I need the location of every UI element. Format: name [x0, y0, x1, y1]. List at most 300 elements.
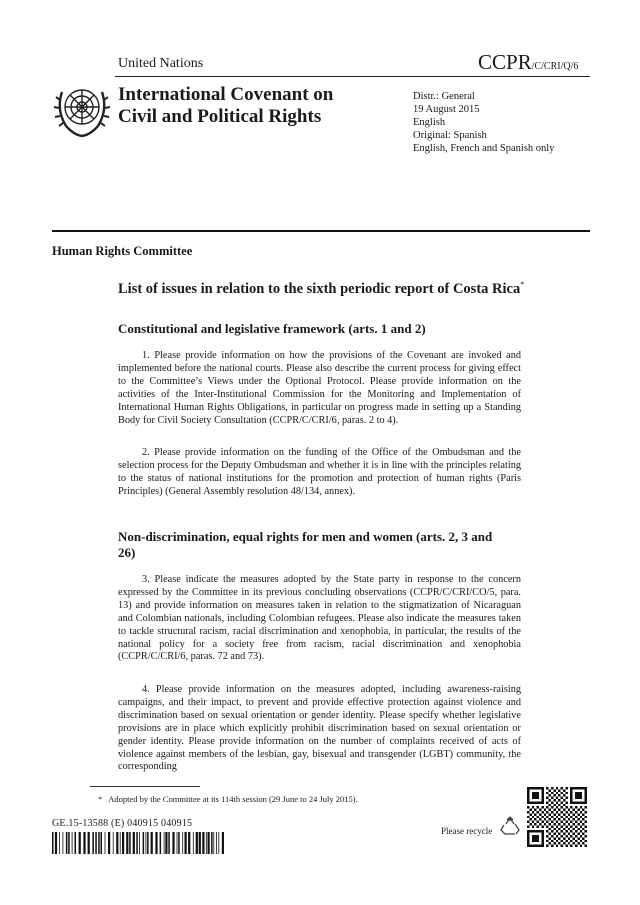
qr-cell [577, 833, 579, 835]
qr-cell [561, 816, 563, 818]
qr-cell [532, 792, 539, 799]
barcode-bar [66, 832, 68, 854]
qr-cell [537, 825, 539, 827]
qr-cell [546, 811, 548, 813]
qr-cell [558, 828, 560, 830]
qr-cell [582, 837, 584, 839]
footnote-rule [90, 786, 200, 787]
qr-cell [558, 789, 560, 791]
committee-name: Human Rights Committee [52, 244, 193, 258]
qr-cell [585, 830, 587, 832]
un-emblem-icon [52, 80, 112, 142]
barcode-bar [146, 832, 147, 854]
distr-line: Distr.: General [413, 91, 475, 102]
barcode-bar [168, 832, 170, 854]
barcode-bar [213, 832, 214, 854]
qr-cell [577, 837, 579, 839]
distribution-block [413, 90, 554, 155]
qr-cell [585, 816, 587, 818]
barcode-bar [59, 832, 60, 854]
qr-cell [544, 809, 546, 811]
qr-cell [551, 811, 553, 813]
qr-cell [551, 835, 553, 837]
qr-cell [534, 809, 536, 811]
qr-cell [575, 825, 577, 827]
paragraph-4 [118, 684, 521, 774]
footnote-mark: * [520, 280, 525, 289]
qr-cell [556, 787, 558, 789]
qr-cell [565, 821, 567, 823]
symbol-sub: /C/CRI/Q/6 [531, 61, 579, 72]
qr-cell [561, 845, 563, 847]
barcode-bar [55, 832, 57, 854]
barcode-bar [155, 832, 157, 854]
qr-cell [546, 840, 548, 842]
qr-cell [549, 799, 551, 801]
qr-cell [570, 840, 572, 842]
qr-cell [549, 837, 551, 839]
qr-cell [565, 830, 567, 832]
qr-cell [565, 787, 567, 789]
qr-cell [556, 835, 558, 837]
footnote-star: * [98, 794, 103, 804]
document-symbol [478, 50, 578, 75]
qr-cell [580, 830, 582, 832]
qr-cell [529, 809, 531, 811]
barcode-bar [139, 832, 140, 854]
qr-cell [527, 806, 529, 808]
qr-cell [539, 813, 541, 815]
barcode-bar [79, 832, 81, 854]
paragraph-text: 1. Please provide information on how the provisions of the Covenant are invoked and implemented before the national courts. Please also describe the current process for giving effect to the Committee’s Views under the Optional Protocol. Please provide information on the activities of the Inter-Institutional Commission for the Monitoring and Implementation of International Human Rights Obligations, in particular on progress made in setting up a Standing Body for Civil Society Consultation (CCPR/C/CRI/6, paras. 2 to 4). [118, 350, 521, 426]
qr-cell [546, 787, 548, 789]
barcode-bar [88, 832, 90, 854]
qr-cell [556, 797, 558, 799]
qr-cell [551, 845, 553, 847]
qr-cell [549, 823, 551, 825]
qr-cell [549, 828, 551, 830]
qr-cell [549, 794, 551, 796]
treaty-title [118, 84, 333, 128]
barcode-bar [98, 832, 100, 854]
qr-cell [561, 835, 563, 837]
qr-cell [585, 825, 587, 827]
barcode-bar [83, 832, 85, 854]
qr-cell [556, 825, 558, 827]
barcode-bar [122, 832, 124, 854]
qr-cell [575, 792, 582, 799]
qr-cell [527, 825, 529, 827]
qr-cell [563, 804, 565, 806]
qr-cell [577, 809, 579, 811]
qr-cell [553, 804, 555, 806]
barcode-bar [202, 832, 204, 854]
qr-cell [565, 825, 567, 827]
qr-cell [558, 823, 560, 825]
qr-cell [570, 811, 572, 813]
qr-cell [561, 787, 563, 789]
barcode-bar [182, 832, 183, 854]
qr-cell [563, 794, 565, 796]
qr-cell [551, 840, 553, 842]
qr-cell [563, 833, 565, 835]
barcode-bar [172, 832, 174, 854]
barcode-bar [75, 832, 77, 854]
qr-cell [534, 818, 536, 820]
qr-cell [556, 801, 558, 803]
qr-cell [585, 845, 587, 847]
qr-cell [532, 825, 534, 827]
qr-cell [537, 821, 539, 823]
barcode-bar [133, 832, 135, 854]
qr-cell [541, 821, 543, 823]
qr-cell [532, 821, 534, 823]
qr-cell [580, 825, 582, 827]
qr-cell [575, 830, 577, 832]
barcode-bar [196, 832, 198, 854]
symbol-main: CCPR [478, 50, 532, 74]
qr-cell [556, 821, 558, 823]
qr-cell [573, 823, 575, 825]
qr-cell [551, 792, 553, 794]
qr-cell [546, 845, 548, 847]
paragraph-2 [118, 447, 521, 499]
barcode-bar [160, 832, 162, 854]
qr-cell [580, 816, 582, 818]
barcode-bar [116, 832, 118, 854]
qr-cell [532, 835, 539, 842]
barcode-bar [164, 832, 165, 854]
barcode-bar [188, 832, 190, 854]
qr-cell [575, 821, 577, 823]
qr-cell [553, 842, 555, 844]
qr-cell [563, 789, 565, 791]
treaty-title-line2: Civil and Political Rights [118, 106, 322, 127]
barcode-bar [222, 832, 224, 854]
qr-cell [558, 804, 560, 806]
qr-cell [529, 813, 531, 815]
qr-cell [551, 797, 553, 799]
qr-cell [553, 813, 555, 815]
qr-cell [532, 811, 534, 813]
qr-cell [541, 825, 543, 827]
paragraph-text: 4. Please provide information on the measures adopted, including awareness-raising campaigns, and their impact, to prevent and provide effective protection against violence and discrimination based on sexual orientation or gender identity. Please specify whether legislative provisions are in place which explicitly prohibit discrimination based on sexual orientation or gender identity. Please provide information on the number of complaints received of acts of violence against members of the lesbian, gay, bisexual and transgender (LGBT) community, the corresponding [118, 684, 521, 773]
qr-cell [561, 806, 563, 808]
qr-cell [568, 842, 570, 844]
qr-cell [551, 825, 553, 827]
qr-cell [585, 811, 587, 813]
qr-cell [549, 813, 551, 815]
qr-cell [539, 809, 541, 811]
qr-cell [553, 823, 555, 825]
section-rule [52, 230, 590, 232]
qr-cell [585, 806, 587, 808]
qr-cell [568, 833, 570, 835]
qr-cell [549, 789, 551, 791]
qr-cell [585, 821, 587, 823]
qr-cell [570, 825, 572, 827]
qr-cell [556, 792, 558, 794]
qr-cell [556, 816, 558, 818]
qr-cell [556, 840, 558, 842]
qr-cell [539, 818, 541, 820]
qr-cell [580, 835, 582, 837]
qr-cell [577, 823, 579, 825]
qr-cell [565, 845, 567, 847]
barcode-bar [151, 832, 153, 854]
qr-cell [529, 823, 531, 825]
qr-cell [570, 816, 572, 818]
qr-cell [546, 825, 548, 827]
qr-cell [553, 837, 555, 839]
qr-cell [561, 797, 563, 799]
qr-cell [570, 806, 572, 808]
qr-cell [585, 835, 587, 837]
qr-cell [556, 845, 558, 847]
qr-code-icon [527, 787, 587, 847]
qr-cell [541, 806, 543, 808]
qr-cell [527, 816, 529, 818]
qr-cell [568, 837, 570, 839]
barcode-bar [129, 832, 131, 854]
qr-cell [565, 840, 567, 842]
barcode-bar [208, 832, 210, 854]
qr-cell [551, 806, 553, 808]
qr-cell [580, 806, 582, 808]
qr-cell [534, 823, 536, 825]
qr-cell [558, 837, 560, 839]
qr-cell [546, 797, 548, 799]
qr-cell [551, 787, 553, 789]
qr-cell [570, 830, 572, 832]
barcode-bar [216, 832, 217, 854]
qr-cell [565, 792, 567, 794]
qr-cell [549, 804, 551, 806]
qr-cell [570, 845, 572, 847]
section-heading: Constitutional and legislative framework (arts. 1 and 2) [118, 321, 426, 336]
qr-cell [561, 830, 563, 832]
qr-cell [573, 809, 575, 811]
qr-cell [546, 816, 548, 818]
qr-cell [582, 818, 584, 820]
qr-cell [549, 809, 551, 811]
barcode-bar [199, 832, 201, 854]
qr-cell [582, 833, 584, 835]
qr-cell [546, 801, 548, 803]
qr-cell [568, 813, 570, 815]
qr-cell [556, 830, 558, 832]
barcode-bar [52, 832, 54, 854]
qr-cell [573, 842, 575, 844]
qr-cell [556, 811, 558, 813]
qr-cell [577, 842, 579, 844]
qr-cell [553, 818, 555, 820]
footnote [98, 794, 358, 804]
qr-cell [558, 799, 560, 801]
qr-cell [568, 823, 570, 825]
distr-language: English [413, 117, 446, 128]
barcode-bar [136, 832, 138, 854]
barcode-bar [68, 832, 70, 854]
barcode-bar [206, 832, 207, 854]
qr-cell [563, 818, 565, 820]
qr-cell [568, 809, 570, 811]
qr-cell [549, 833, 551, 835]
qr-cell [575, 816, 577, 818]
qr-cell [582, 809, 584, 811]
qr-cell [546, 792, 548, 794]
qr-cell [532, 806, 534, 808]
qr-cell [551, 821, 553, 823]
qr-cell [570, 835, 572, 837]
qr-cell [582, 842, 584, 844]
qr-cell [580, 840, 582, 842]
qr-cell [573, 833, 575, 835]
qr-cell [541, 811, 543, 813]
header-rule [115, 76, 590, 77]
qr-cell [580, 845, 582, 847]
qr-cell [541, 816, 543, 818]
paragraph-1 [118, 350, 521, 427]
barcode-bar [177, 832, 178, 854]
barcode-icon [52, 832, 224, 854]
qr-cell [565, 806, 567, 808]
qr-cell [577, 818, 579, 820]
qr-cell [565, 797, 567, 799]
qr-cell [546, 806, 548, 808]
qr-cell [561, 801, 563, 803]
recycle-label: Please recycle [441, 826, 493, 836]
barcode-bar [185, 832, 187, 854]
barcode-bar [178, 832, 180, 854]
barcode-bar [108, 832, 110, 854]
qr-cell [565, 811, 567, 813]
qr-cell [568, 828, 570, 830]
qr-cell [565, 835, 567, 837]
paragraph-text: 3. Please indicate the measures adopted by the State party in response to the concern expressed by the Committee in its previous concluding observations (CCPR/C/CRI/CO/5, para. 13) and provide information on measures taken in relation to the stigmatization of Nicaraguan and Colombian nationals, including Colombian refugees. Please also indicate the measures taken to tackle structural racism, racial discrimination and xenophobia, in particular, the results of the national policy for a society free from racism, racial discrimination and xenophobia (CCPR/C/CRI/6, paras. 72 and 73). [118, 574, 521, 663]
qr-cell [549, 842, 551, 844]
qr-cell [582, 823, 584, 825]
barcode-bar [218, 832, 219, 854]
barcode-bar [126, 832, 128, 854]
distr-original: Original: Spanish [413, 130, 487, 141]
qr-cell [575, 811, 577, 813]
qr-cell [529, 818, 531, 820]
qr-cell [575, 840, 577, 842]
distr-languages: English, French and Spanish only [413, 143, 555, 154]
org-name: United Nations [118, 56, 204, 71]
qr-cell [539, 823, 541, 825]
qr-cell [561, 821, 563, 823]
qr-cell [527, 811, 529, 813]
qr-cell [577, 813, 579, 815]
qr-cell [563, 813, 565, 815]
distr-date: 19 August 2015 [413, 104, 480, 115]
qr-cell [580, 811, 582, 813]
barcode-bar [92, 832, 94, 854]
qr-cell [544, 813, 546, 815]
qr-cell [585, 840, 587, 842]
qr-cell [553, 809, 555, 811]
barcode-bar [165, 832, 167, 854]
qr-cell [553, 833, 555, 835]
qr-cell [561, 792, 563, 794]
qr-cell [575, 835, 577, 837]
qr-cell [563, 837, 565, 839]
qr-cell [532, 816, 534, 818]
treaty-title-line1: International Covenant on [118, 84, 334, 105]
barcode-bar [72, 832, 73, 854]
qr-cell [558, 818, 560, 820]
document-title [118, 276, 528, 298]
qr-cell [553, 789, 555, 791]
barcode-bar [113, 832, 114, 854]
barcode-bar [211, 832, 213, 854]
qr-cell [553, 799, 555, 801]
qr-cell [558, 794, 560, 796]
qr-cell [527, 821, 529, 823]
barcode-bar [95, 832, 97, 854]
qr-cell [575, 845, 577, 847]
qr-cell [544, 818, 546, 820]
qr-cell [573, 813, 575, 815]
qr-cell [561, 811, 563, 813]
qr-cell [582, 828, 584, 830]
qr-cell [575, 806, 577, 808]
qr-cell [563, 823, 565, 825]
qr-cell [561, 840, 563, 842]
qr-cell [563, 809, 565, 811]
qr-cell [563, 799, 565, 801]
qr-cell [544, 823, 546, 825]
qr-cell [551, 830, 553, 832]
qr-cell [580, 821, 582, 823]
footnote-text: Adopted by the Committee at its 114th session (29 June to 24 July 2015). [108, 794, 358, 804]
qr-cell [537, 806, 539, 808]
barcode-bar [120, 832, 121, 854]
qr-cell [573, 837, 575, 839]
paragraph-3 [118, 574, 521, 664]
qr-cell [561, 825, 563, 827]
qr-cell [558, 813, 560, 815]
qr-cell [537, 816, 539, 818]
document-number: GE.15-13588 (E) 040915 040915 [52, 818, 193, 829]
qr-cell [565, 816, 567, 818]
qr-cell [551, 816, 553, 818]
qr-cell [558, 842, 560, 844]
qr-cell [546, 821, 548, 823]
qr-cell [553, 794, 555, 796]
section-heading: Non-discrimination, equal rights for men and women (arts. 2, 3 and 26) [118, 529, 493, 560]
qr-cell [570, 821, 572, 823]
qr-cell [537, 811, 539, 813]
document-title-text: List of issues in relation to the sixth periodic report of Costa Rica [118, 280, 521, 297]
barcode-bar [63, 832, 64, 854]
recycle-icon [498, 815, 522, 839]
qr-cell [582, 813, 584, 815]
qr-cell [551, 801, 553, 803]
paragraph-text: 2. Please provide information on the funding of the Office of the Ombudsman and the selection process for the Deputy Ombudsman and whether it is in line with the principles relating to the status of national institutions for the promotion and protection of human rights (Paris Principles) (General Assembly resolution 48/134, annex). [118, 447, 521, 497]
qr-cell [558, 809, 560, 811]
qr-cell [577, 828, 579, 830]
qr-cell [573, 828, 575, 830]
qr-cell [568, 818, 570, 820]
qr-cell [546, 830, 548, 832]
qr-cell [546, 835, 548, 837]
barcode-bar [105, 832, 106, 854]
qr-cell [549, 818, 551, 820]
barcode-bar [193, 832, 194, 854]
